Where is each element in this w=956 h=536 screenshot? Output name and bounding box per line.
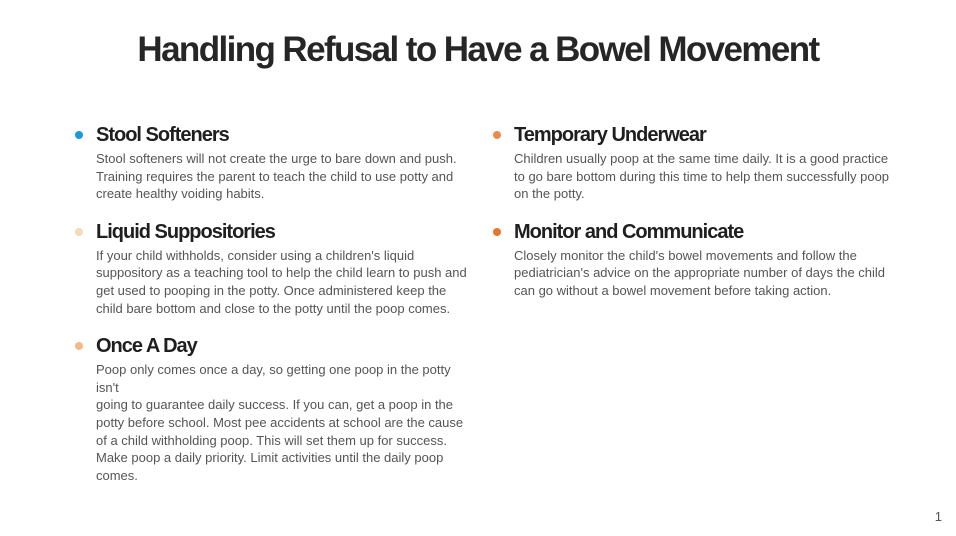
item-heading: Stool Softeners <box>96 124 229 146</box>
item-body: Children usually poop at the same time daily. It is a good practice to go bare bottom during this time to help them successfully poop on the potty. <box>514 151 890 202</box>
bullet-dot-icon <box>75 228 83 236</box>
bullet-dot-icon <box>75 342 83 350</box>
item-body: Closely monitor the child's bowel movements and follow the pediatrician's advice on the appropriate number of days the child can go without a bowel movement before taking action. <box>514 247 886 298</box>
item-heading: Once A Day <box>96 335 197 358</box>
item-heading: Monitor and Communicate <box>514 220 744 243</box>
item-body: Poop only comes once a day, so getting one poop in the potty isn't going to guarantee daily success. If you can, get a poop in the potty before school. Most pee accidents at school are the cause of a child withholding poop. This will set them up for success. Make poop a daily priority. Limit activities until the daily poop comes. <box>96 362 464 483</box>
list-item-stool-softeners <box>72 122 472 203</box>
list-item-monitor-communicate <box>490 219 890 300</box>
item-heading: Liquid Suppositories <box>96 220 275 243</box>
left-column <box>72 122 472 484</box>
slide-title: Handling Refusal to Have a Bowel Movement <box>137 30 819 69</box>
list-item-once-a-day <box>72 333 472 484</box>
item-heading: Temporary Underwear <box>514 124 706 146</box>
item-body: Stool softeners will not create the urge to bare down and push. Training requires the parent to teach the child to use potty and create healthy voiding habits. <box>96 151 457 202</box>
right-column <box>490 122 890 300</box>
bullet-dot-icon <box>75 131 83 139</box>
list-item-temporary-underwear <box>490 122 890 203</box>
item-body: If your child withholds, consider using a children's liquid suppository as a teaching tool to help the child learn to push and get used to pooping in the potty. Once administered keep the child bare bottom and close to the potty until the poop comes. <box>96 247 467 316</box>
bullet-dot-icon <box>493 228 501 236</box>
list-item-liquid-suppositories <box>72 219 472 317</box>
bullet-dot-icon <box>493 131 501 139</box>
page-number: 1 <box>934 509 942 524</box>
